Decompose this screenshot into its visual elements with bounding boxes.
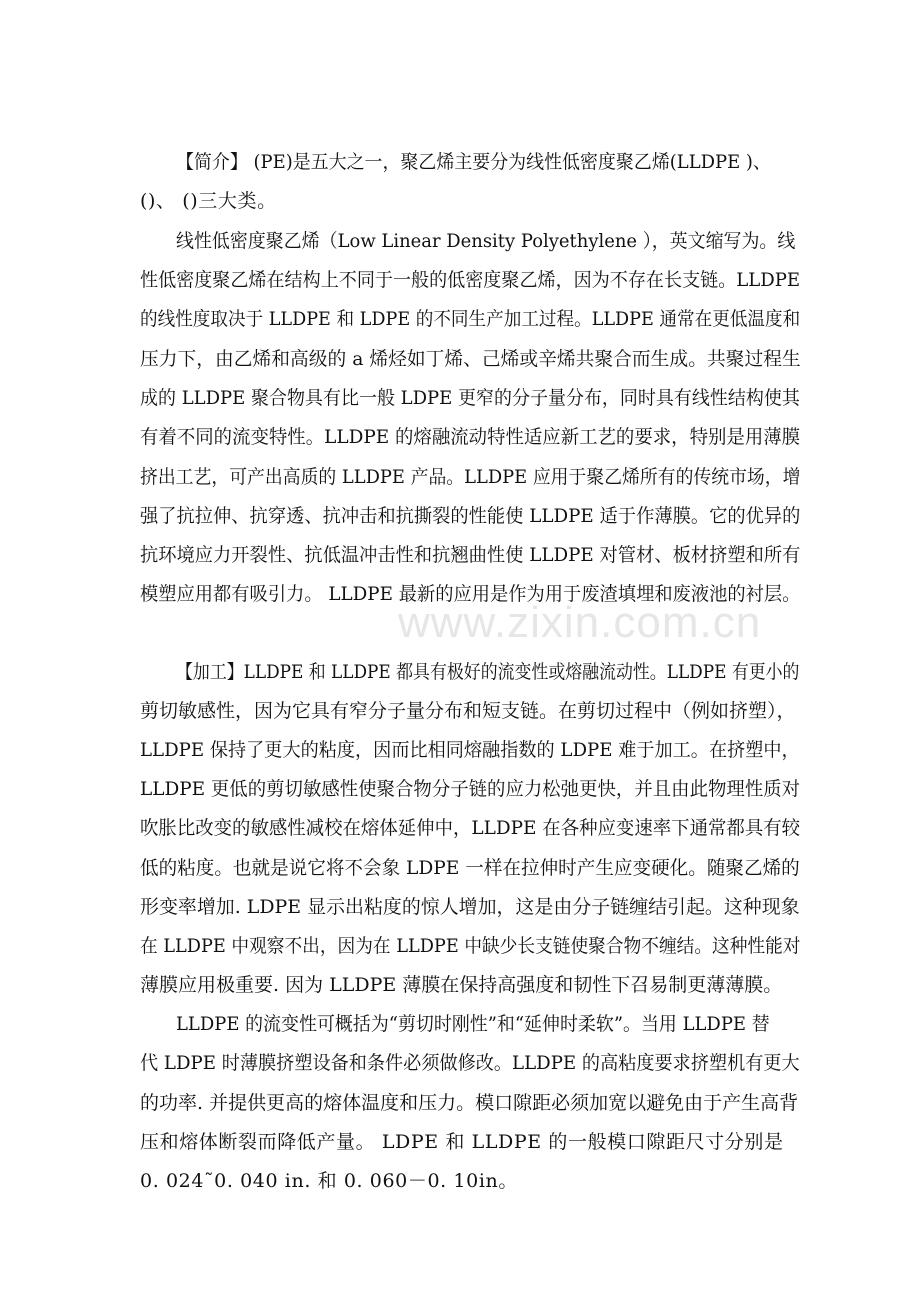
para2-line-2: 性低密度聚乙烯在结构上不同于一般的低密度聚乙烯，因为不存在长支链。LLDPE xyxy=(140,269,801,291)
rheology-line-2: 代 LDPE 时薄膜挤塑设备和条件必须做修改。LLDPE 的高粘度要求挤塑机有更大 xyxy=(140,1052,800,1074)
rheology-line-1: LLDPE 的流变性可概括为“剪切时刚性”和“延伸时柔软”。当用 LLDPE 替 xyxy=(176,1013,770,1035)
rheology-line-3: 的功率. 并提供更高的熔体温度和压力。模口隙距必须加宽以避免由于产生高背 xyxy=(140,1092,799,1114)
process-line-6: 低的粘度。也就是说它将不会象 LDPE 一样在拉伸时产生应变硬化。随聚乙烯的 xyxy=(140,857,800,879)
process-line-8: 在 LLDPE 中观察不出，因为在 LLDPE 中缺少长支链使聚合物不缠结。这种性能对 xyxy=(140,935,801,957)
para2-line-6: 有着不同的流变特性。LLDPE 的熔融流动特性适应新工艺的要求，特别是用薄膜 xyxy=(140,426,801,448)
para2-line-1: 线性低密度聚乙烯（Low Linear Density Polyethylene ），英文缩写为。线 xyxy=(176,230,796,252)
para2-line-9: 抗环境应力开裂性、抗低温冲击性和抗翘曲性使 LLDPE 对管材、板材挤塑和所有 xyxy=(140,544,801,566)
process-line-2: 剪切敏感性，因为它具有窄分子量分布和短支链。在剪切过程中（例如挤塑）， xyxy=(140,700,796,722)
process-line-7: 形变率增加. LDPE 显示出粘度的惊人增加，这是由分子链缠结引起。这种现象 xyxy=(140,896,800,918)
para2-line-3: 的线性度取决于 LLDPE 和 LDPE 的不同生产加工过程。LLDPE 通常在更低温度和 xyxy=(140,308,801,330)
process-line-5: 吹胀比改变的敏感性减校在熔体延伸中，LLDPE 在各种应变速率下通常都具有较 xyxy=(140,817,801,839)
para2-line-7: 挤出工艺，可产出高质的 LLDPE 产品。LLDPE 应用于聚乙烯所有的传统市场，增 xyxy=(140,466,801,488)
intro-line-2: ()、 ()三大类。 xyxy=(140,190,277,212)
rheology-line-5: 0. 024˜0. 040 in. 和 0. 060－0. 10in。 xyxy=(140,1170,518,1192)
para2-line-5: 成的 LLDPE 聚合物具有比一般 LDPE 更窄的分子量分布，同时具有线性结构使其 xyxy=(140,387,800,409)
process-line-4: LLDPE 更低的剪切敏感性使聚合物分子链的应力松弛更快，并且由此物理性质对 xyxy=(140,778,801,800)
para2-line-10: 模塑应用都有吸引力。 LLDPE 最新的应用是作为用于废渣填埋和废液池的衬层。 xyxy=(140,583,801,605)
process-line-9: 薄膜应用极重要. 因为 LLDPE 薄膜在保持高强度和韧性下召易制更薄薄膜。 xyxy=(140,974,783,996)
para2-line-4: 压力下，由乙烯和高级的 a 烯烃如丁烯、己烯或辛烯共聚合而生成。共聚过程生 xyxy=(140,348,801,370)
process-line-1: 【加工】LLDPE 和 LLDPE 都具有极好的流变性或熔融流动性。LLDPE 有更小的 xyxy=(176,661,800,683)
intro-line-1: 【简介】 (PE)是五大之一，聚乙烯主要分为线性低密度聚乙烯(LLDPE )、 xyxy=(176,151,771,173)
rheology-line-4: 压和熔体断裂而降低产量。 LDPE 和 LLDPE 的一般模口隙距尺寸分别是 xyxy=(140,1131,784,1153)
watermark: www.zixin.com.cn xyxy=(398,598,762,647)
process-line-3: LLDPE 保持了更大的粘度，因而比相同熔融指数的 LDPE 难于加工。在挤塑中， xyxy=(140,739,800,761)
para2-line-8: 强了抗拉伸、抗穿透、抗冲击和抗撕裂的性能使 LLDPE 适于作薄膜。它的优异的 xyxy=(140,505,801,527)
